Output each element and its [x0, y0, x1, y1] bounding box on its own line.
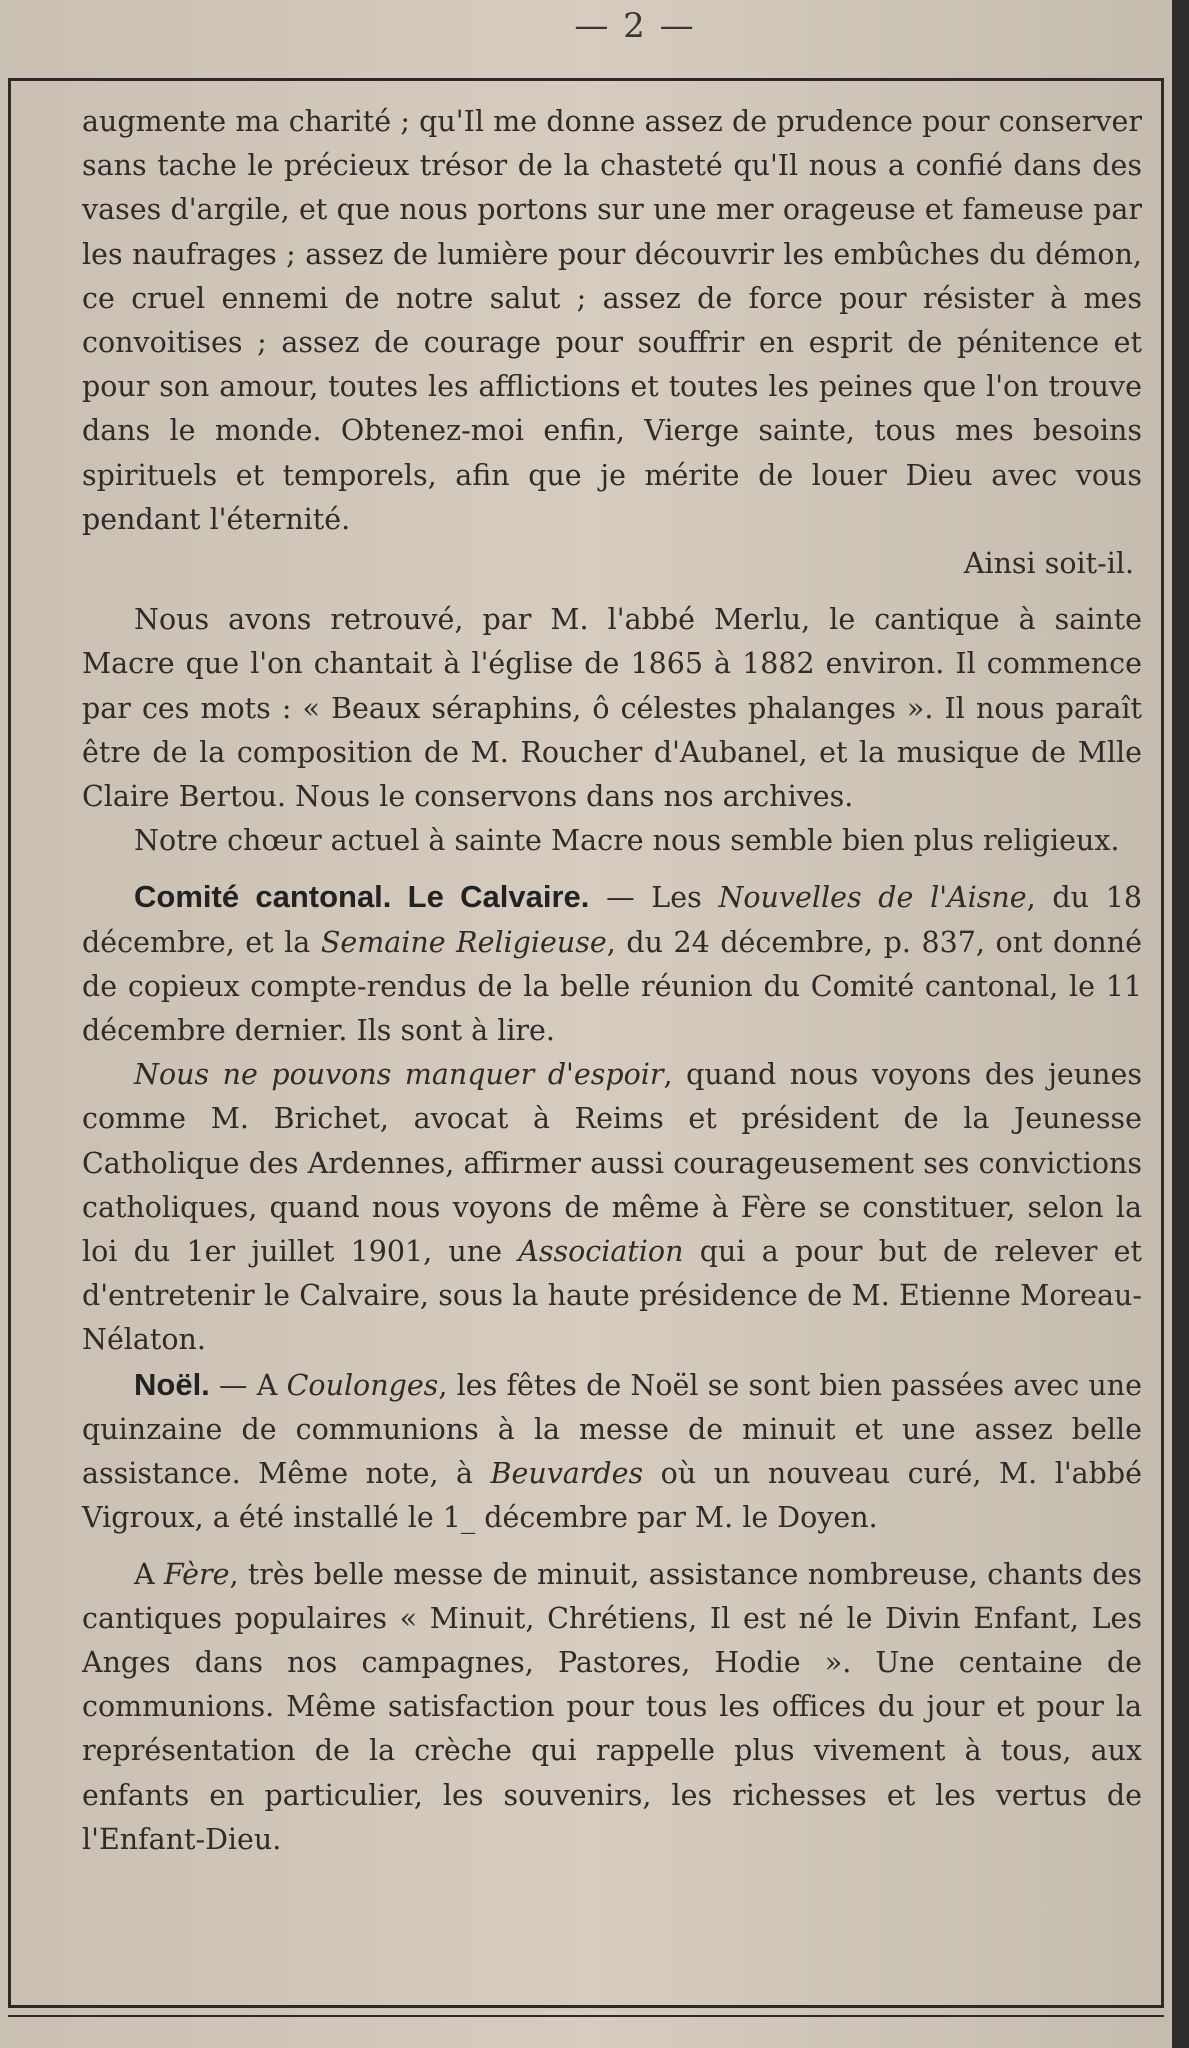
noel-paragraph [82, 1363, 1142, 1541]
noel-italic-1: Coulonges [286, 1368, 439, 1402]
comite-heading: Comité cantonal. Le Calvaire. [134, 879, 590, 915]
comite-paragraph [82, 875, 1142, 1053]
fere-italic-1: Fère [163, 1557, 230, 1591]
prayer-end: Ainsi soit-il. [963, 547, 1134, 581]
fere-text-1: , très belle messe de minuit, assistance nombreuse, chants des cantiques populaires « Minuit, Chrétiens, Il est né le Divin Enfant, Les Anges dans nos campagnes, Pastores, Hodie ». Une centaine de communions. Même satisfaction pour tous les offices du jour et pour la représentation de la crèche qui rappelle plus vivement à tous, aux enfants en particulier, les souvenirs, les richesses et les vertus de l'Enfant-Dieu. [82, 1557, 1142, 1856]
noel-text-2: , les fêtes de Noël se sont bien passées avec une quinzaine de communions à la messe de minuit et une assez belle assistance. Même note, à [82, 1368, 1142, 1491]
noel-heading: Noël. [134, 1366, 210, 1402]
choeur-paragraph: Notre chœur actuel à sainte Macre nous semble bien plus religieux. [134, 824, 1120, 858]
comite-text-2: , du 18 décembre, et la [82, 881, 1142, 959]
noel-text-1: — A [209, 1368, 287, 1402]
page-number: — 2 — [574, 6, 696, 46]
comite-text-1: — Les [589, 881, 719, 915]
espoir-italic-lead: Nous ne pouvons manquer d'espoir [134, 1058, 664, 1092]
espoir-paragraph [82, 1053, 1142, 1362]
noel-italic-2: Beuvardes [490, 1457, 644, 1491]
prayer-continuation: augmente ma charité ; qu'Il me donne assez de prudence pour conserver sans tache le précieux trésor de la chasteté qu'Il nous a confié dans des vases d'argile, et que nous portons sur une mer orageuse et fameuse par les naufrages ; assez de lumière pour découvrir les embûches du démon, ce cruel ennemi de notre salut ; assez de force pour résister à mes convoitises ; assez de courage pour souffrir en esprit de pénitence et pour son amour, toutes les afflictions et toutes les peines que l'on trouve dans le monde. Obtenez-moi enfin, Vierge sainte, tous mes besoins spirituels et temporels, afin que je mérite de louer Dieu avec vous pendant l'éternité. [82, 105, 1142, 536]
comite-text-3: , du 24 décembre, p. 837, ont donné de copieux compte-rendus de la belle réunion du Comité cantonal, le 11 décembre dernier. Ils sont à lire. [82, 925, 1142, 1048]
article-body [82, 100, 1142, 1862]
espoir-text-2: qui a pour but de relever et d'entretenir le Calvaire, sous la haute présidence de M. Etienne Moreau-Nélaton. [82, 1235, 1142, 1357]
espoir-italic-2: Association [518, 1235, 684, 1269]
fere-paragraph [82, 1553, 1142, 1862]
espoir-text-1: , quand nous voyons des jeunes comme M. Brichet, avocat à Reims et président de la Jeunesse Catholique des Ardennes, affirmer aussi courageusement ses convictions catholiques, quand nous voyons de même à Fère se constituer, selon la loi du 1er juillet 1901, une [82, 1058, 1142, 1269]
noel-text-3: où un nouveau curé, M. l'abbé Vigroux, a été installé le 1_ décembre par M. le Doyen. [82, 1457, 1143, 1535]
comite-italic-1: Nouvelles de l'Aisne [718, 881, 1027, 915]
cantique-paragraph: Nous avons retrouvé, par M. l'abbé Merlu, le cantique à sainte Macre que l'on chantait à l'église de 1865 à 1882 environ. Il commence par ces mots : « Beaux séraphins, ô célestes phalanges ». Il nous paraît être de la composition de M. Roucher d'Aubanel, et la musique de Mlle Claire Bertou. Nous le conservons dans nos archives. [82, 603, 1142, 814]
comite-italic-2: Semaine Religieuse [320, 925, 607, 959]
fere-text-0: A [134, 1557, 164, 1591]
